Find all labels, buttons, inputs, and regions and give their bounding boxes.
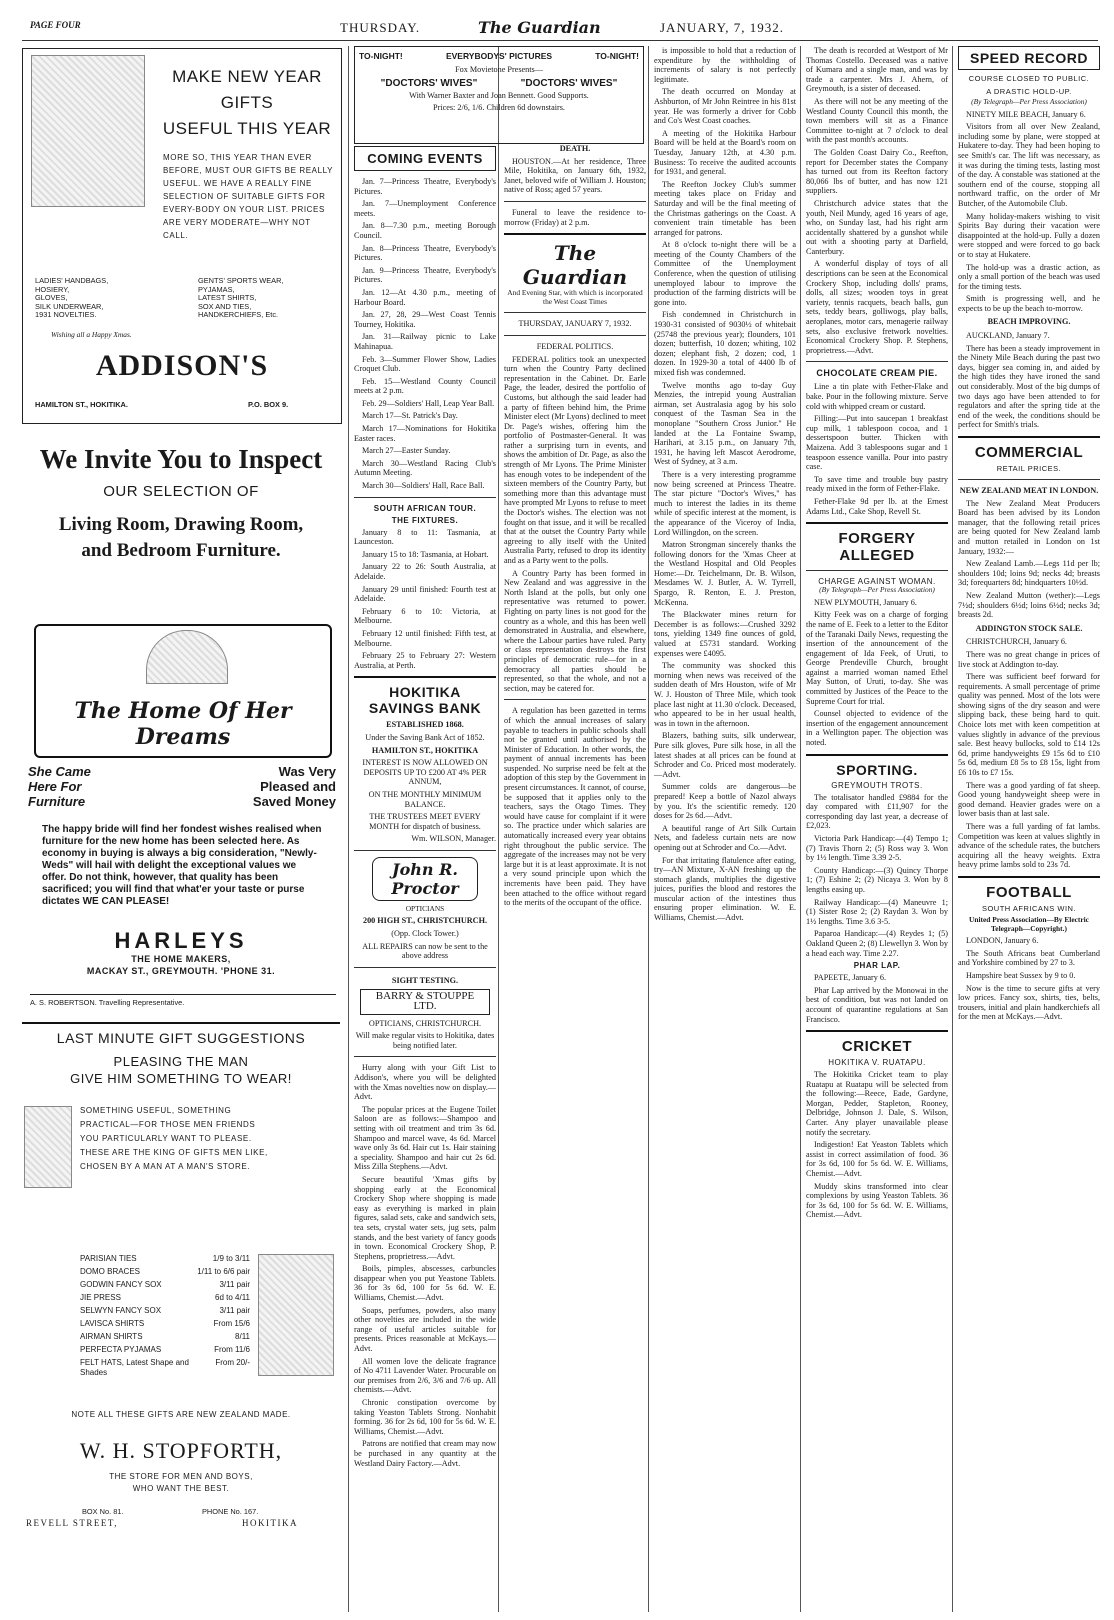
speed-sub2: A DRASTIC HOLD-UP.: [986, 87, 1072, 96]
speed-telegraph: (By Telegraph—Per Press Association): [971, 97, 1087, 106]
gift-woman-illustration: [31, 55, 145, 207]
film-stars: With Warner Baxter and Joan Bennett. Good Supports.: [409, 90, 589, 100]
man-portrait-illustration: [258, 1254, 334, 1376]
harleys-name: HARLEYS: [114, 928, 248, 953]
man-illustration: [24, 1106, 72, 1188]
stopforth-sub1: THE STORE FOR MEN AND BOYS,: [109, 1472, 253, 1481]
paragraph: Railway Handicap:—(4) Maneuvre 1; (1) Sister Rose 2; (2) Raydan 3. Won by 1½ lengths. Time 3.6 3-5.: [806, 897, 948, 926]
proctor-opp: (Opp. Clock Tower.): [391, 929, 459, 939]
stopforth-phone: PHONE No. 167.: [202, 1507, 259, 1516]
film-prices: Prices: 2/6, 1/6. Children 6d downstairs.: [433, 103, 565, 113]
paragraph: Fether-Flake 9d per lb. at the Ernest Adams Ltd., Cake Shop, Revell St.: [806, 496, 948, 516]
proctor-sub: OPTICIANS: [405, 903, 445, 913]
paragraph: January 22 to 26: South Australia, at Adelaide.: [354, 562, 496, 581]
editorial-date: THURSDAY, JANUARY 7, 1932.: [518, 319, 632, 329]
paragraph: Filling:—Put into saucepan 1 breakfast cup milk, 1 tablespoon cocoa, and 1 dessertspoon butter. Thicken with Maizena. Add 3 tablespoons sugar and 1 teaspoon essence vanilla. Pour into pastry case.: [806, 414, 948, 472]
forgery-telegraph: (By Telegraph—Per Press Association): [819, 585, 935, 595]
notices-list: [354, 1063, 496, 1468]
paragraph: Christchurch advice states that the youth, Neil Mundy, aged 16 years of age, who, on Sunday last, had his right arm accidentally shattered by a gunshot while out with a shooting party at Darfield, Canterbury.: [806, 198, 948, 256]
football-telegraph: United Press Association—By Electric Telegraph—Copyright.): [969, 914, 1089, 933]
paragraph: February 6 to 10: Victoria, at Melbourne.: [354, 606, 496, 626]
paragraph: March 17—Nominations for Hokitika Easter races.: [354, 424, 496, 443]
football-body: [958, 936, 1100, 1022]
paragraph: March 30—Westland Racing Club's Autumn Meeting.: [354, 458, 496, 478]
addison-item: SILK UNDERWEAR,: [35, 301, 104, 311]
paragraph: At 8 o'clock to-night there will be a meeting of the County Chambers of the Committee of the Unemployment Conference, when the question of utilising unemployed labour to improve the production of the farming districts will be gone into.: [654, 240, 796, 307]
column-rule: [952, 46, 953, 1612]
paragraph: January 8 to 11: Tasmania, at Launceston.: [354, 527, 496, 547]
stopforth-sub2: WHO WANT THE BEST.: [132, 1484, 230, 1493]
addison-wish: Wishing all a Happy Xmas.: [51, 330, 132, 339]
item-price: 3/11 pair: [219, 1280, 250, 1289]
paragraph: Feb. 15—Westland County Council meets at 2 p.m.: [354, 376, 496, 396]
item-name: JIE PRESS: [80, 1293, 121, 1302]
news-items: [654, 46, 796, 923]
paragraph: Many holiday-makers wishing to visit Spirits Bay during their vacation were disappointed at the hold-up. Fully a dozen were stopped and were forced to go back or to stay at Hukatere.: [958, 211, 1100, 259]
paragraph: Smith is progressing well, and he expects to be up the beach to-morrow.: [958, 294, 1100, 313]
paragraph: A wonderful display of toys of all descriptions can be seen at the Economical Crockery Shop, including dolls' prams, dolls, all sizes; wooden toys in great variety, tennis racquets, beach balls, gun sets, teddy bears, golliwogs, play balls, aeroplanes, motor cars, menagerie railway sets, also exclusive fretwork novelties. Economical Crockery Shop. P. Stephens, proprietress.—Advt.: [806, 259, 948, 355]
paragraph: Matron Strongman sincerely thanks the following donors for the 'Xmas Cheer at the Westland Hospital and Old Peoples Home:—Dr. Teichelmann, Dr. B. Wilson, Mesdames W. J. Butler, A. W. Tyrrell, Spargo, R. Renton, E. J. Preston, McKenna.: [654, 540, 796, 607]
pharlap-body: [806, 973, 948, 1024]
tonight-right: TO-NIGHT!: [595, 51, 639, 61]
editorial-body: [504, 355, 646, 694]
addison-item: PYJAMAS,: [198, 284, 235, 294]
divider: [354, 676, 496, 678]
tour-heading: SOUTH AFRICAN TOUR.: [373, 503, 477, 513]
stopforth-town: HOKITIKA: [242, 1518, 298, 1528]
addison-title3: USEFUL THIS YEAR: [162, 119, 332, 138]
page-number: PAGE FOUR: [30, 20, 81, 30]
paragraph: Jan. 8—Princess Theatre, Everybody's Pictures.: [354, 243, 496, 263]
divider: [504, 699, 646, 700]
recipe: [806, 382, 948, 516]
editorial-masthead: The Guardian: [522, 241, 628, 290]
masthead: [22, 18, 1098, 41]
item-price: From 15/6: [213, 1319, 250, 1328]
masthead-date: JANUARY, 7, 1932.: [660, 20, 785, 35]
paragraph: Feb. 29—Soldiers' Hall, Leap Year Ball.: [362, 398, 495, 408]
barry-note: Will make regular visits to Hokitika, dates being notified later.: [355, 1031, 495, 1050]
paragraph: PAPEETE, January 6.: [814, 973, 887, 983]
list-item: [80, 1330, 250, 1343]
sight-testing: SIGHT TESTING.: [391, 975, 459, 985]
paragraph: For that irritating flatulence after eating, try—AN Mixture, X-AN freshing up the stomach glands, multiplies the digestive juices, purifies the blood and restores the muscular action of the intestines thus ensuring proper elimination. W. E. Williams, Chemist.—Advt.: [654, 855, 796, 923]
bank-interest: INTEREST IS NOW ALLOWED ON DEPOSITS UP TO £200 AT 4% PER ANNUM,: [362, 758, 488, 787]
divider: [806, 754, 948, 756]
fox-presents: Fox Movietone Presents—: [455, 65, 543, 74]
stopforth-box: BOX No. 81.: [82, 1507, 124, 1516]
bank-address: HAMILTON ST., HOKITIKA: [371, 745, 479, 755]
trots-body: [806, 793, 948, 959]
divider: [354, 967, 496, 968]
divider: [806, 570, 948, 571]
paragraph: Jan. 9—Princess Theatre, Everybody's Pictures.: [354, 265, 496, 285]
paragraph: New Zealand Lamb.—Legs 11d per lb; shoulders 10d; loins 9d; necks 4d; breasts 3d; forequarters 8d; hindquarters 10½d.: [958, 559, 1100, 588]
paragraph: There has been a steady improvement in the Ninety Mile Beach during the past two days, bigger sea coming in, and aided by the high tides they have ironed the sand out considerably. Most of the big dumps of two days ago have been attended to for regulators and after the spring tide at the end of the week, the conditions should be perfect for Smith's trials.: [958, 343, 1100, 430]
paragraph: Line a tin plate with Fether-Flake and bake. Pour in the following mixture. Serve cold with whipped cream or custard.: [806, 382, 948, 411]
death-heading: DEATH.: [559, 144, 591, 153]
paragraph: Soaps, perfumes, powders, also many other novelties are included in the wide range of useful articles suitable for presents. Prices reasonable at McKays.—Advt.: [354, 1305, 496, 1354]
harleys-ad: [22, 438, 340, 1008]
paragraph: Muddy skins transformed into clear complexions by using Yeaston Tablets. 36 for 3s 6d, 100 for 5s 6d. W. E. Williams, Chemist.—Advt.: [806, 1181, 948, 1220]
forgery-heading: FORGERY ALLEGED: [838, 530, 916, 565]
bank-title2: SAVINGS BANK: [368, 700, 482, 717]
divider: [806, 1030, 948, 1032]
bank-minimum: ON THE MONTHLY MINIMUM BALANCE.: [368, 789, 482, 809]
paragraph: All women love the delicate fragrance of No 4711 Lavender Water. Procurable on our premises from 2/6, 3/6 and 7/6 up. All chemists.—Advt.: [354, 1356, 496, 1395]
proctor-address: 200 HIGH ST., CHRISTCHURCH.: [362, 916, 488, 926]
speed-heading: SPEED RECORD: [958, 46, 1100, 70]
tonight-left: TO-NIGHT!: [359, 51, 403, 61]
beach-body: [958, 331, 1100, 430]
paragraph: LONDON, January 6.: [966, 936, 1039, 946]
item-name: GODWIN FANCY SOX: [80, 1280, 162, 1289]
list-item: [80, 1343, 250, 1356]
divider: [806, 522, 948, 524]
list-item: [80, 1358, 250, 1378]
football-heading: FOOTBALL: [986, 883, 1072, 901]
divider: [354, 497, 496, 498]
paragraph: Jan. 27, 28, 29—West Coast Tennis Tourney, Hokitika.: [354, 310, 496, 329]
paragraph: The community was shocked this morning when news was received of the sudden death of Mrs Houston, wife of Mr W. J. Houston of Three Mile, which took place last night at 11.30 o'clock. Deceased, who appeared to be in her usual health, was in town in the afternoon.: [654, 661, 796, 728]
divider: [354, 1056, 496, 1057]
addison-right-items: [198, 277, 338, 320]
paragraph: Twelve months ago to-day Guy Menzies, the intrepid young Australian airman, set Australasia agog by his solo conquest of the Tasman Sea in the monoplane "Southern Cross Junior." He landed at the La Fontaine Swamp, Harihari, at 3.15 p.m., on January 7th, 1931, he having left Mascot Aerodrome, West of Sydney, at 3 a.m.: [654, 380, 796, 467]
paragraph: CHRISTCHURCH, January 6.: [966, 637, 1067, 647]
harleys-rooms: Living Room, Drawing Room,: [58, 514, 304, 535]
paragraph: March 17—St. Patrick's Day.: [362, 411, 458, 421]
addington-body: [958, 637, 1100, 870]
editorial-heading: FEDERAL POLITICS.: [536, 341, 614, 351]
item-name: DOMO BRACES: [80, 1267, 141, 1276]
paragraph: Fish condemned in Christchurch in 1930-31 consisted of 9030½ of whitebait (25748 the previous year); flounders, 101 dozen; butterfish, 10 dozen; whiting, 102 dozen; elephant fish, 2 dozen; cod, 1 dozen. In 1929-30 a total of 4400 lb of mixed fish was condemned.: [654, 310, 796, 377]
item-price: 1/9 to 3/11: [212, 1254, 250, 1263]
harleys-body: The happy bride will find her fondest wishes realised when furniture for the new home has been selected here. As economy in buying is always a big consideration, "Newly-Weds" will hail with delight the exceptional values we offer. Do not think, however, that quality has been sacrificed; you will find that what'er your taste or purse dictates WE CAN PLEASE!: [42, 824, 322, 907]
divider: [504, 312, 646, 313]
addison-ad: [22, 48, 342, 424]
column-3: [504, 144, 646, 1612]
home-banner: [34, 624, 332, 758]
harleys-rep: A. S. ROBERTSON. Travelling Representative.: [30, 994, 336, 1008]
film-title: "DOCTORS' WIVES": [380, 77, 478, 89]
paragraph: Boils, pimples, abscesses, carbuncles disappear when you put Yeastone Tablets. 36 for 3s 6d, 100 for 5s 6d. W. E. Williams, Chemist.—Advt.: [354, 1264, 496, 1303]
cricket-body: [806, 1070, 948, 1220]
addison-pobox: P.O. BOX 9.: [248, 400, 289, 409]
pharlap-heading: PHAR LAP.: [853, 961, 901, 971]
paragraph: A meeting of the Hokitika Harbour Board will be held at the Board's room on Tuesday, January 12th, at 4.30 p.m. Business: To receive the audited accounts for 1931, and general.: [654, 128, 796, 177]
paragraph: Now is the time to secure gifts at very low prices. Fancy sox, shirts, ties, belts, trousers, initial and plain handkerchiefs all for the men at McKays.—Advt.: [958, 983, 1100, 1022]
paragraph: Jan. 7—Unemployment Conference meets.: [354, 199, 496, 218]
bank-act: Under the Saving Bank Act of 1852.: [365, 732, 485, 742]
editorial-sub: And Evening Star, with which is incorporated the West Coast Times: [507, 288, 643, 306]
harleys-tag-line: Pleased and: [260, 779, 336, 794]
harleys-selection: OUR SELECTION OF: [103, 483, 259, 500]
bride-illustration: [146, 630, 228, 684]
list-item: [80, 1278, 250, 1291]
item-name: LAVISCA SHIRTS: [80, 1319, 145, 1328]
paragraph: March 30—Soldiers' Hall, Race Ball.: [362, 481, 485, 491]
divider: [504, 233, 646, 235]
paragraph: Kitty Feek was on a charge of forging the name of E. Feek to a letter to the Editor of the Taranaki Daily News, requesting the insertion of the announcement of the engagement of Ida Feek, of Uruti, to George Prendeville Church, brought against a married woman named Ethel May Sutton, of Uruti, to-day. She was committed by Justices of the Peace to the Supreme Court for trial.: [806, 610, 948, 706]
fixtures-list: [354, 528, 496, 671]
addison-title1: MAKE NEW YEAR: [172, 67, 322, 86]
harleys-sub1: THE HOME MAKERS,: [131, 954, 231, 964]
addison-item: SOX AND TIES,: [198, 301, 252, 311]
paragraph: Feb. 3—Summer Flower Show, Ladies Croquet Club.: [354, 354, 496, 374]
commercial-heading: COMMERCIAL: [974, 444, 1084, 461]
bank-trustees: THE TRUSTEES MEET EVERY MONTH for dispatch of business.: [369, 812, 481, 831]
addison-address: HAMILTON ST., HOKITIKA.: [35, 400, 128, 409]
addison-item: GENTS' SPORTS WEAR,: [198, 276, 284, 285]
paragraph: AUCKLAND, January 7.: [966, 331, 1050, 341]
death-notice: HOUSTON.—At her residence, Three Mile, Hokitika, on January 6th, 1932, Janet, beloved wife of William J. Houston; native of Ross; aged 57 years.: [504, 156, 646, 195]
divider: [958, 436, 1100, 438]
harleys-invite: We Invite You to Inspect: [39, 444, 323, 474]
paragraph: A Country Party has been formed in New Zealand and was aggressive in the North Island at the polls, but only one representative was returned to power. Fighting on party lines is not good for the country as a whole, and this has been well demonstrated in Australia, and elsewhere, where the Labour parties have ruled. Party or class representation destroys the first principles of democratic rule—for in a democracy all parties should be represented, so that the whole, and not a section, may be catered for.: [504, 568, 646, 693]
retail-heading: RETAIL PRICES.: [996, 464, 1062, 473]
paragraph: There was sufficient beef forward for requirements. A small percentage of prime quality was penned. Most of the lots were showing signs of the dry season and were slipping back, these being hard to quit. Choice lots met with keen competition at values slightly in advance of the previous sale. Best heavy bullocks, sold to £14 12s 6d, prime handyweights £9 15s 6d to £10 5s 6d, medium £8 5s to £8 15s, light from £6 10s to £7 15s.: [958, 672, 1100, 778]
forgery-sub: CHARGE AGAINST WOMAN.: [818, 577, 936, 587]
item-name: PERFECTA PYJAMAS: [80, 1345, 162, 1354]
addison-item: HANDKERCHIEFS, Etc.: [198, 310, 279, 320]
list-item: [80, 1304, 250, 1317]
paragraph: The totalisator handled £9884 for the day compared with £11,907 for the corresponding day last year, a decrease of £2,023.: [806, 792, 948, 831]
paragraph: is impossible to hold that a reduction of expenditure by the withholding of increments of salary is not perfectly legitimate.: [654, 46, 796, 84]
regulation-article: [504, 706, 646, 907]
cinema-header: [359, 51, 639, 61]
sporting-heading: SPORTING.: [836, 761, 918, 778]
paragraph: January 15 to 18: Tasmania, at Hobart.: [362, 549, 489, 559]
item-price: 3/11 pair: [219, 1306, 250, 1315]
addison-title2: GIFTS: [220, 93, 274, 112]
list-item: [80, 1265, 250, 1278]
stopforth-street: REVELL STREET,: [26, 1518, 118, 1528]
stopforth-body: SOMETHING USEFUL, SOMETHING PRACTICAL—FOR THOSE MEN FRIENDS YOU PARTICULARLY WANT TO PLEASE. THESE ARE THE KING OF GIFTS MEN LIKE, CHOSEN BY A MAN AT A MAN'S STORE.: [80, 1106, 268, 1171]
news-items: [806, 46, 948, 355]
addison-item: LADIES' HANDBAGS,: [35, 276, 109, 285]
harleys-bedroom: and Bedroom Furniture.: [81, 540, 281, 561]
divider: [958, 479, 1100, 480]
bank-signature: Wm. WILSON, Manager.: [411, 834, 496, 844]
paragraph: The hold-up was a drastic action, as only a small portion of the beach was used for the timing tests.: [958, 262, 1100, 291]
paragraph: Phar Lap arrived by the Monowai in the best of condition, but was not landed on account of quarantine regulations at San Francisco.: [806, 985, 948, 1024]
paragraph: Counsel objected to evidence of the insertion of the engagement announcement in a Wellington paper. The objection was noted.: [806, 709, 948, 748]
paragraph: Visitors from all over New Zealand, including some by plane, were stopped at Hukatere to-day. They had been hoping to see Smith's car. The lift was necessary, as it was during the timing tests, lasting most of the day. A constable was stationed at the southern end of the course, stopping all northward traffic, on the order of Mr Butcher, of the Automobile Club.: [958, 122, 1100, 208]
paragraph: Secure beautiful 'Xmas gifts by shopping early at the Economical Crockery Shop where shopping is made easy as everything is marked in plain figures, salad sets, cake and sandwich sets, tea sets, crystal water sets, jug sets, palm stands, and the best variety of fancy goods in town. Economical Crockery Shop, P. Stephens, proprietress.—Advt.: [354, 1174, 496, 1261]
paragraph: County Handicap:—(3) Quincy Thorpe 1; (7) Eshine 2; (2) Nicaya 3. Won by 8 lengths easing up.: [806, 865, 948, 894]
column-4: [654, 46, 796, 1612]
divider: [504, 201, 646, 202]
paragraph: Jan. 7—Princess Theatre, Everybody's Pictures.: [354, 177, 496, 196]
addison-item: HOSIERY,: [35, 284, 70, 294]
meat-heading: NEW ZEALAND MEAT IN LONDON.: [959, 486, 1099, 495]
item-price: 8/11: [235, 1332, 250, 1341]
paragraph: February 25 to February 27: Western Australia, at Perth.: [354, 651, 496, 670]
harleys-tag-line: Was Very: [278, 764, 336, 779]
harleys-tag-line: Saved Money: [252, 794, 336, 809]
paragraph: To save time and trouble buy pastry ready mixed in the form of Fether-Flake.: [806, 474, 948, 494]
harleys-tag-line: Furniture: [28, 794, 86, 809]
paragraph: A beautiful range of Art Silk Curtain Nets, and fadeless curtain nets are now opening out at Schroder and Co.—Advt.: [654, 823, 796, 852]
coming-events-heading: COMING EVENTS: [354, 146, 496, 171]
film-titles: [359, 78, 639, 89]
item-price: 6d to 4/11: [215, 1293, 250, 1302]
addison-left-items: [35, 277, 175, 320]
list-item: [80, 1317, 250, 1330]
masthead-paper: The Guardian: [478, 18, 601, 37]
paragraph: Chronic constipation overcome by taking Yeaston Tablets Strong. Nonhabit forming. 36 for 2s 6d, 100 for 5s 6d. W. E. Williams, Chemist.—Advt.: [354, 1398, 496, 1436]
proctor-repairs: ALL REPAIRS can now be sent to the above address: [362, 941, 488, 961]
harleys-right-tag: [232, 764, 336, 809]
stopforth-ad: [22, 1022, 340, 1612]
paragraph: Victoria Park Handicap:—(4) Tempo 1; (7) Travis Thorn 2; (5) Ross way 3. Won by 1½ length. Time 3.39 2-5.: [806, 834, 948, 863]
fixtures-heading: THE FIXTURES.: [391, 515, 459, 525]
paragraph: February 12 until finished: Fifth test, at Melbourne.: [354, 628, 496, 648]
stopforth-l2: GIVE HIM SOMETHING TO WEAR!: [70, 1071, 292, 1086]
item-price: From 20/-: [215, 1358, 250, 1367]
paragraph: The Blackwater mines return for December is as follows:—Crushed 3292 tons, yielding 1349 fine ounces of gold, valued at £5731 standard. Working expenses were £4095.: [654, 610, 796, 658]
column-5: [806, 46, 948, 1612]
paragraph: Jan. 12—At 4.30 p.m., meeting of Harbour Board.: [354, 287, 496, 307]
film-title: "DOCTORS' WIVES": [520, 77, 618, 89]
masthead-day: THURSDAY.: [340, 20, 421, 35]
column-6: [958, 46, 1100, 1612]
cricket-heading: CRICKET: [841, 1038, 913, 1056]
divider: [806, 361, 948, 362]
beach-heading: BEACH IMPROVING.: [987, 317, 1071, 327]
paragraph: Hurry along with your Gift List to Addison's, where you will be delighted with the Xmas novelties now on display.—Advt.: [354, 1063, 496, 1102]
trots-heading: GREYMOUTH TROTS.: [831, 780, 923, 790]
item-price: From 11/6: [214, 1345, 250, 1354]
column-2-left: [354, 144, 496, 1612]
item-name: AIRMAN SHIRTS: [80, 1332, 143, 1341]
meat-body: [958, 499, 1100, 620]
paragraph: There was no great change in prices of live stock at Addington to-day.: [958, 649, 1100, 669]
paragraph: The Golden Coast Dairy Co., Reefton, report for December states the Company has turned out from its Reefton factory 80,066 lbs of butter, and has now 121 suppliers.: [806, 147, 948, 196]
divider: [504, 335, 646, 336]
barry-sub: OPTICIANS, CHRISTCHURCH.: [368, 1018, 482, 1028]
paragraph: January 29 until finished: Fourth test at Adelaide.: [354, 584, 496, 604]
stopforth-note: NOTE ALL THESE GIFTS ARE NEW ZEALAND MADE.: [71, 1410, 291, 1419]
paragraph: A regulation has been gazetted in terms of which the annual increases of salary payable to teachers in public schools shall not be granted until authorised by the Minister of Education. In other words, the payment of annual increments has been suspended. No surprise need be felt at the adoption of this step by the Government in present circumstances. It cannot, of course, be supposed that it applies only to the teachers, says the Otago Times. They would have cause for complaint if it were so. The practice under which salaries are automatically increased every year obtains right throughout the public service. The aggregate of the increases may not be very large but it is at least approximate. It is not a very sound principle upon which the increments have been paid. They have been attached to the office without regard to the merits of the occupant of the office.: [504, 706, 646, 908]
forgery-body: [806, 598, 948, 748]
speed-body: [958, 110, 1100, 314]
bank-title1: HOKITIKA: [389, 684, 461, 701]
everybodys-pictures: EVERYBODYS' PICTURES: [445, 51, 553, 61]
paragraph: Blazers, bathing suits, silk underwear, Pure silk gloves, Pure silk hose, in all the latest shades at all prices can be found at Schroder and Co. Priced most moderately.—Advt.: [654, 731, 796, 779]
stopforth-title: LAST MINUTE GIFT SUGGESTIONS: [56, 1030, 306, 1046]
addison-item: 1931 NOVELTIES.: [35, 310, 97, 320]
harleys-tag-line: She Came: [28, 764, 91, 779]
paragraph: There was a full yarding of fat lambs. Competition was keen at values slightly in advance of the schedule rates, the butchers acquiring all the heavy weights. Extra heavy prime lambs sold to 23s 7d.: [958, 822, 1100, 870]
column-rule: [648, 46, 649, 1612]
paragraph: The death occurred on Monday at Ashburton, of Mr John Reintree in his 81st year. He was formerly a driver for Cobb and Co's West Coast coaches.: [654, 87, 796, 126]
funeral-notice: Funeral to leave the residence to-morrow (Friday) at 2 p.m.: [504, 207, 646, 227]
bank-established: ESTABLISHED 1868.: [386, 720, 464, 730]
chocolate-heading: CHOCOLATE CREAM PIE.: [816, 368, 938, 379]
paragraph: As there will not be any meeting of the Westland County Council this month, the town members will sit as a Finance Committee to-night at 7 o'clock to deal with the past month's accounts.: [806, 96, 948, 145]
paragraph: Paparoa Handicap:—(4) Reydes 1; (5) Oakland Queen 2; (8) Llewellyn 3. Won by a head each way. Time 2.27.: [806, 929, 948, 958]
paragraph: The Reefton Jockey Club's summer meeting takes place on Friday and Saturday and will be the final meeting of the Christmas gatherings on the Coast. A convenient train timetable has been arranged for patrons.: [654, 179, 796, 237]
addison-item: LATEST SHIRTS,: [198, 293, 257, 303]
paragraph: Patrons are notified that cream may now be purchased in any quantity at the Westland Dairy Factory.—Advt.: [354, 1439, 496, 1468]
stopforth-l1: PLEASING THE MAN: [113, 1054, 249, 1069]
paragraph: Jan. 31—Railway picnic to Lake Mahinapua.: [354, 332, 496, 351]
stopforth-name: W. H. STOPFORTH,: [79, 1438, 283, 1463]
paragraph: The popular prices at the Eugene Toilet Saloon are as follows:—Shampoo and setting with oil treatment and trim 3s 6d. Shampoo and marcel wave, 4s 6d. Marcel wave only 3s 6d. Hair cut 1s. Hair staining a speciality. Shampoo and hair cut 2s 6d. Miss Zilla Stephens.—Advt.: [354, 1104, 496, 1172]
paragraph: NINETY MILE BEACH, January 6.: [966, 109, 1086, 119]
addison-item: GLOVES,: [35, 293, 68, 303]
list-item: [80, 1252, 250, 1265]
column-rule: [348, 46, 349, 1612]
divider: [354, 850, 496, 851]
addington-heading: ADDINGTON STOCK SALE.: [975, 623, 1083, 633]
harleys-tag-line: Here For: [28, 779, 82, 794]
item-name: FELT HATS, Latest Shape and Shades: [80, 1358, 189, 1377]
paragraph: NEW PLYMOUTH, January 6.: [814, 597, 917, 607]
list-item: [80, 1291, 250, 1304]
stopforth-price-list: [80, 1252, 250, 1378]
football-sub: SOUTH AFRICANS WIN.: [981, 903, 1077, 913]
paragraph: The Hokitika Cricket team to play Ruatapu at Ruatapu will be selected from the following:—Reece, Eade, Gardyne, Morgan, Pedder, Stapleton, Rooney, Delbridge, Johnson J. Dale, S. Wilson, Carter. Any player unavailable please notify the secretary.: [806, 1070, 948, 1137]
paragraph: There is a very interesting programme now being screened at Princess Theatre. The star picture "Doctor's Wives," has much to interest the ladies in its theme while of specific interest at the moment, is the appearance of the Viceroy of India, Lord Willingdon, on the screen.: [654, 469, 796, 537]
divider: [958, 876, 1100, 878]
paragraph: There was a good yarding of fat sheep. Good young handyweight sheep were in good demand. Heavier grades were on a lower basis than at last sale.: [958, 780, 1100, 819]
item-price: 1/11 to 6/6 pair: [197, 1267, 250, 1276]
harleys-left-tag: [28, 764, 91, 809]
cricket-sub: HOKITIKA V. RUATAPU.: [828, 1058, 926, 1068]
paragraph: Hampshire beat Sussex by 9 to 0.: [966, 970, 1076, 980]
cinema-ad: [354, 46, 644, 144]
column-rule: [800, 46, 801, 1612]
paragraph: FEDERAL politics took an unexpected turn when the Country Party declined representation in the Cabinet. Dr. Earle Page, the leader, desired the portfolio of Customs, but although the said leader had a party of fifteen behind him, the Prime Minister elect (Mr Lyons) declined to meet Dr. Page's wishes, offering him the portfolio of Postmaster-General. It was rather a surprising turn in events, and shows the ambition of Dr. Page, as also the strength of Mr Lyons. The Prime Minister has enough votes to be independent of the sixteen members of the Country Party, but something more than this advantage must have prompted Mr Lyons to refuse to meet the Doctor's wishes. The election was not fought on that issue, and it will be recalled that at the outset the Country Party while agreeing to ally itself with the United Australia Party, refused to drop its identity and as a Party went to the polls.: [504, 354, 646, 565]
paragraph: The death is recorded at Westport of Mr Thomas Costello. Deceased was a native of Kumara and a single man, and was by trade a carpenter. Mrs J. Ahern, of Greymouth, is a sister of deceased.: [806, 46, 948, 94]
item-name: SELWYN FANCY SOX: [80, 1306, 162, 1315]
paragraph: Jan. 8—7.30 p.m., meeting Borough Council.: [354, 221, 496, 240]
addison-body: MORE SO, THIS YEAR THAN EVER BEFORE, MUST OUR GIFTS BE REALLY USEFUL. WE HAVE A REALLY FINE SELECTION OF SUITABLE GIFTS FOR EVERY-BODY ON YOUR LIST. PRICES ARE VERY MODERATE—WHY NOT CALL.: [163, 153, 333, 240]
barry-stouppe: BARRY & STOUPPE LTD.: [360, 989, 490, 1014]
events-list: [354, 177, 496, 491]
home-banner-text: The Home Of Her Dreams: [74, 698, 292, 750]
paragraph: March 27—Easter Sunday.: [362, 446, 451, 456]
paragraph: The South Africans beat Cumberland and Yorkshire combined by 27 to 3.: [958, 948, 1100, 968]
paragraph: Indigestion! Eat Yeaston Tablets which assist in correct assimilation of food. 36 for 3s 6d, 100 for 5s 6d. W. E. Williams, Chemist.—Advt.: [806, 1140, 948, 1179]
paragraph: The New Zealand Meat Producers Board has been advised by its London manager, that the following retail prices are being quoted for New Zealand lamb and mutton retailed in London on 1st January, 1932:—: [958, 498, 1100, 556]
addison-name: ADDISON'S: [95, 349, 269, 382]
paragraph: Summer colds are dangerous—be prepared! Keep a bottle of Nazol always by you. It's the scientific remedy. 120 doses for 2s 6d.—Advt.: [654, 782, 796, 821]
item-name: PARISIAN TIES: [80, 1254, 137, 1263]
speed-sub: COURSE CLOSED TO PUBLIC.: [968, 74, 1090, 83]
harleys-sub2: MACKAY ST., GREYMOUTH. 'PHONE 31.: [86, 966, 276, 976]
proctor-logo: John R. Proctor: [372, 857, 478, 901]
paragraph: New Zealand Mutton (wether):—Legs 7½d; shoulders 6½d; loins 6½d; necks 3d; breasts 2d.: [958, 590, 1100, 620]
